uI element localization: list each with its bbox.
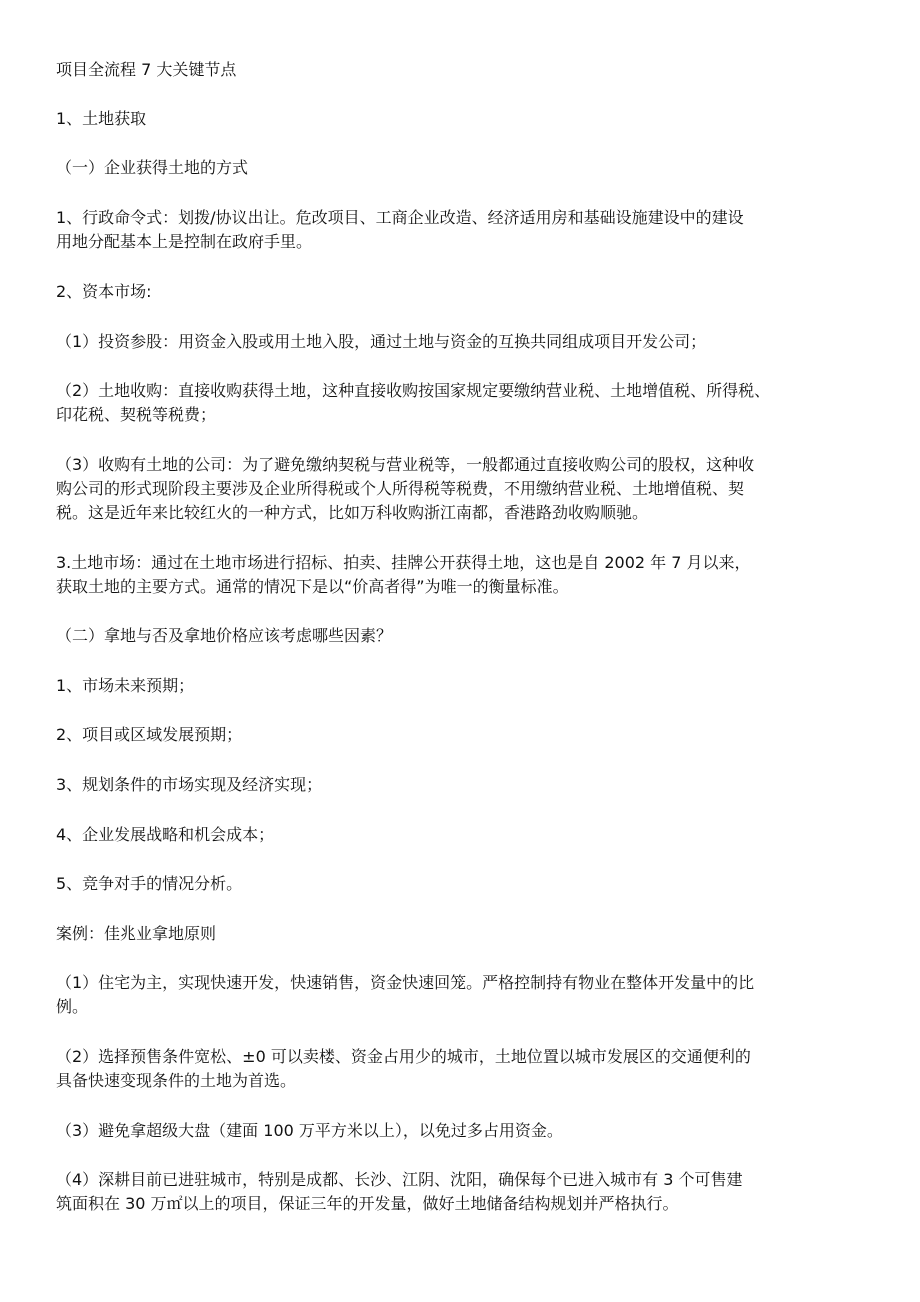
paragraph-line: （2）选择预售条件宽松、±0 可以卖楼、资金占用少的城市，土地位置以城市发展区的交通便利的	[56, 1047, 751, 1066]
paragraph-line: 筑面积在 30 万㎡以上的项目，保证三年的开发量，做好土地储备结构规划并严格执行。	[56, 1194, 679, 1213]
paragraph-line: 印花税、契税等税费；	[56, 405, 217, 424]
list-item: 2、项目或区域发展预期；	[56, 725, 243, 744]
paragraph-line: 用地分配基本上是控制在政府手里。	[56, 232, 313, 251]
paragraph-line: （3）避免拿超级大盘（建面 100 万平方米以上），以免过多占用资金。	[56, 1121, 563, 1140]
paragraph-line: （1）住宅为主，实现快速开发，快速销售，资金快速回笼。严格控制持有物业在整体开发量中的比	[56, 973, 755, 992]
paragraph-line: 例。	[56, 997, 89, 1016]
case-heading: 案例：佳兆业拿地原则	[56, 924, 217, 943]
paragraph-line: （1）投资参股：用资金入股或用土地入股，通过土地与资金的互换共同组成项目开发公司；	[56, 332, 707, 351]
paragraph-line: 税。这是近年来比较红火的一种方式，比如万科收购浙江南都，香港路劲收购顺驰。	[56, 503, 649, 522]
paragraph-line: 1、行政命令式：划拨/协议出让。危改项目、工商企业改造、经济适用房和基础设施建设中的建设	[56, 208, 744, 227]
paragraph-line: 2、资本市场:	[56, 282, 152, 301]
section-heading: 1、土地获取	[56, 109, 147, 128]
list-item: 4、企业发展战略和机会成本；	[56, 825, 275, 844]
subsection-heading: （一）企业获得土地的方式	[56, 158, 249, 177]
paragraph-line: （3）收购有土地的公司：为了避免缴纳契税与营业税等，一般都通过直接收购公司的股权，这种收	[56, 455, 755, 474]
paragraph-line: 具备快速变现条件的土地为首选。	[56, 1071, 297, 1090]
list-item: 3、规划条件的市场实现及经济实现；	[56, 775, 323, 794]
list-item: 1、市场未来预期；	[56, 676, 195, 695]
paragraph-line: 获取土地的主要方式。通常的情况下是以“价高者得”为唯一的衡量标准。	[56, 577, 569, 596]
list-item: 5、竞争对手的情况分析。	[56, 874, 243, 893]
subsection-heading: （二）拿地与否及拿地价格应该考虑哪些因素？	[56, 626, 393, 645]
paragraph-line: （2）土地收购：直接收购获得土地，这种直接收购按国家规定要缴纳营业税、土地增值税、所得税、	[56, 381, 771, 400]
paragraph-line: 购公司的形式现阶段主要涉及企业所得税或个人所得税等税费，不用缴纳营业税、土地增值税、契	[56, 479, 745, 498]
document-title: 项目全流程 7 大关键节点	[56, 60, 237, 79]
paragraph-line: 3.土地市场：通过在土地市场进行招标、拍卖、挂牌公开获得土地，这也是自 2002 年 7 月以来，	[56, 553, 751, 572]
paragraph-line: （4）深耕目前已进驻城市，特别是成都、长沙、江阴、沈阳，确保每个已进入城市有 3 个可售建	[56, 1170, 743, 1189]
